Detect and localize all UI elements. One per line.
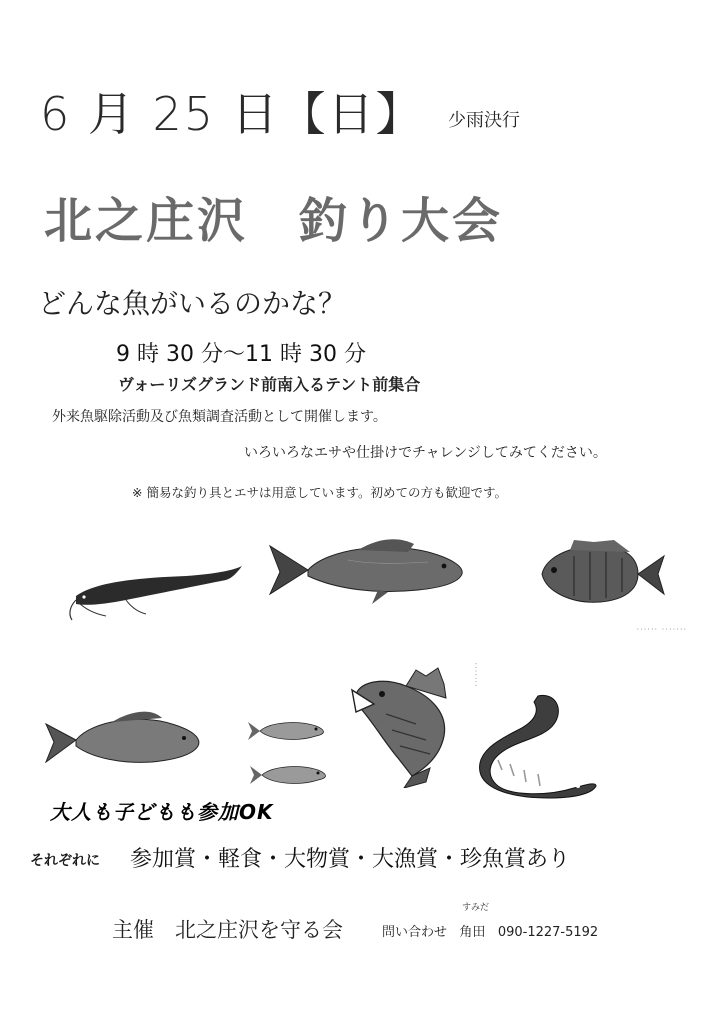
contact-label: 問い合わせ [382, 925, 448, 940]
tagline-question: どんな魚がいるのかな？ [38, 287, 347, 320]
carp-illustration [268, 530, 468, 610]
equipment-note: ※ 簡易な釣り具とエサは用意しています。初めての方も歓迎です。 [132, 485, 507, 500]
prizes-prefix: それぞれに [30, 853, 100, 869]
event-time: 9 時 30 分～11 時 30 分 [116, 342, 366, 367]
challenge-text: いろいろなエサや仕掛けでチャレンジしてみてください。 [244, 445, 607, 461]
minnow-illustration-2 [248, 760, 330, 790]
weather-note: 少雨決行 [448, 110, 520, 131]
catfish-illustration [66, 560, 246, 624]
prizes-list: 参加賞・軽食・大物賞・大漁賞・珍魚賞あり [130, 847, 571, 872]
event-date: 6 月 25 日【日】 [40, 87, 424, 141]
bluegill-illustration [534, 536, 668, 610]
all-ages-banner: 大人も子どもも参加OK [50, 800, 274, 824]
event-title: 北之庄沢 釣り大会 [44, 193, 504, 249]
contact-phone: 090-1227-5192 [497, 925, 599, 940]
purpose-text: 外来魚駆除活動及び魚類調査活動として開催します。 [52, 409, 387, 425]
organizer-host: 主催 北之庄沢を守る会 [112, 918, 343, 942]
largemouth-bass-illustration [346, 664, 466, 788]
meeting-place: ヴォーリズグランド前南入るテント前集合 [118, 375, 421, 394]
image-credit-mark-2: ······· [472, 662, 479, 688]
crucian-carp-illustration [42, 706, 204, 770]
image-credit-mark: ······ ······· [636, 626, 687, 633]
snakehead-illustration [478, 690, 600, 800]
minnow-illustration [246, 716, 328, 746]
contact-info [382, 921, 598, 940]
contact-name-ruby: すみだ [462, 903, 490, 913]
contact-name: 角田 [459, 925, 486, 940]
